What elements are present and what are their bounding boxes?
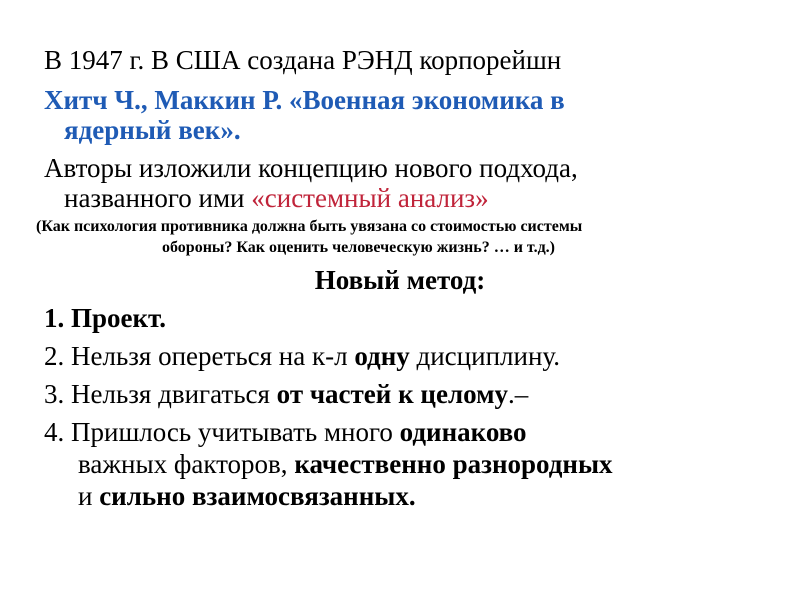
- method-title-text: Новый метод:: [314, 265, 486, 295]
- item-4-text-d: качественно разнородных: [294, 449, 613, 479]
- method-title: [0, 264, 800, 296]
- item-3-text-a: 3. Нельзя двигаться: [44, 379, 277, 409]
- list-item-2: [44, 340, 560, 372]
- item-2-text-a: 2. Нельзя опереться на к-л: [44, 341, 355, 371]
- note-line-2: [162, 238, 555, 258]
- note-text-1: (Как психология противника должна быть увязана со стоимостью системы: [36, 218, 583, 235]
- authors-text-2: названного ими: [64, 183, 252, 213]
- reference-line-2: [64, 114, 241, 146]
- item-4-text-f: сильно взаимосвязанных.: [99, 481, 416, 511]
- list-item-1: [44, 302, 166, 334]
- slide-heading: [44, 44, 561, 76]
- note-text-2: обороны? Как оценить человеческую жизнь? … и т.д.): [162, 239, 555, 256]
- item-4-text-a: 4. Пришлось учитывать много: [44, 417, 400, 447]
- list-item-4-line-3: [78, 480, 416, 512]
- item-2-text-c: дисциплину.: [409, 341, 560, 371]
- authors-line-1: [44, 152, 578, 184]
- item-4-text-e: и: [78, 481, 100, 511]
- list-item-4-line-1: [44, 416, 527, 448]
- item-2-text-b: одну: [354, 341, 410, 371]
- item-4-text-b: одинаково: [399, 417, 527, 447]
- heading-text: В 1947 г. В США создана РЭНД корпорейшн: [44, 45, 562, 75]
- item-4-text-c: важных факторов,: [78, 449, 295, 479]
- item-3-text-b: от частей к целому: [276, 379, 508, 409]
- list-item-4-line-2: [78, 448, 613, 480]
- authors-text-1: Авторы изложили концепцию нового подхода,: [44, 153, 578, 183]
- list-item-3: [44, 378, 528, 410]
- reference-text-1: Хитч Ч., Маккин Р. «Военная экономика в: [44, 85, 565, 115]
- reference-line-1: [44, 84, 565, 116]
- note-line-1: [36, 217, 582, 237]
- systems-analysis-highlight: «системный анализ»: [251, 183, 489, 213]
- item-3-text-c: .–: [507, 379, 529, 409]
- item-1-text: 1. Проект.: [44, 303, 167, 333]
- authors-line-2: [64, 182, 489, 214]
- reference-text-2: ядерный век».: [64, 115, 241, 145]
